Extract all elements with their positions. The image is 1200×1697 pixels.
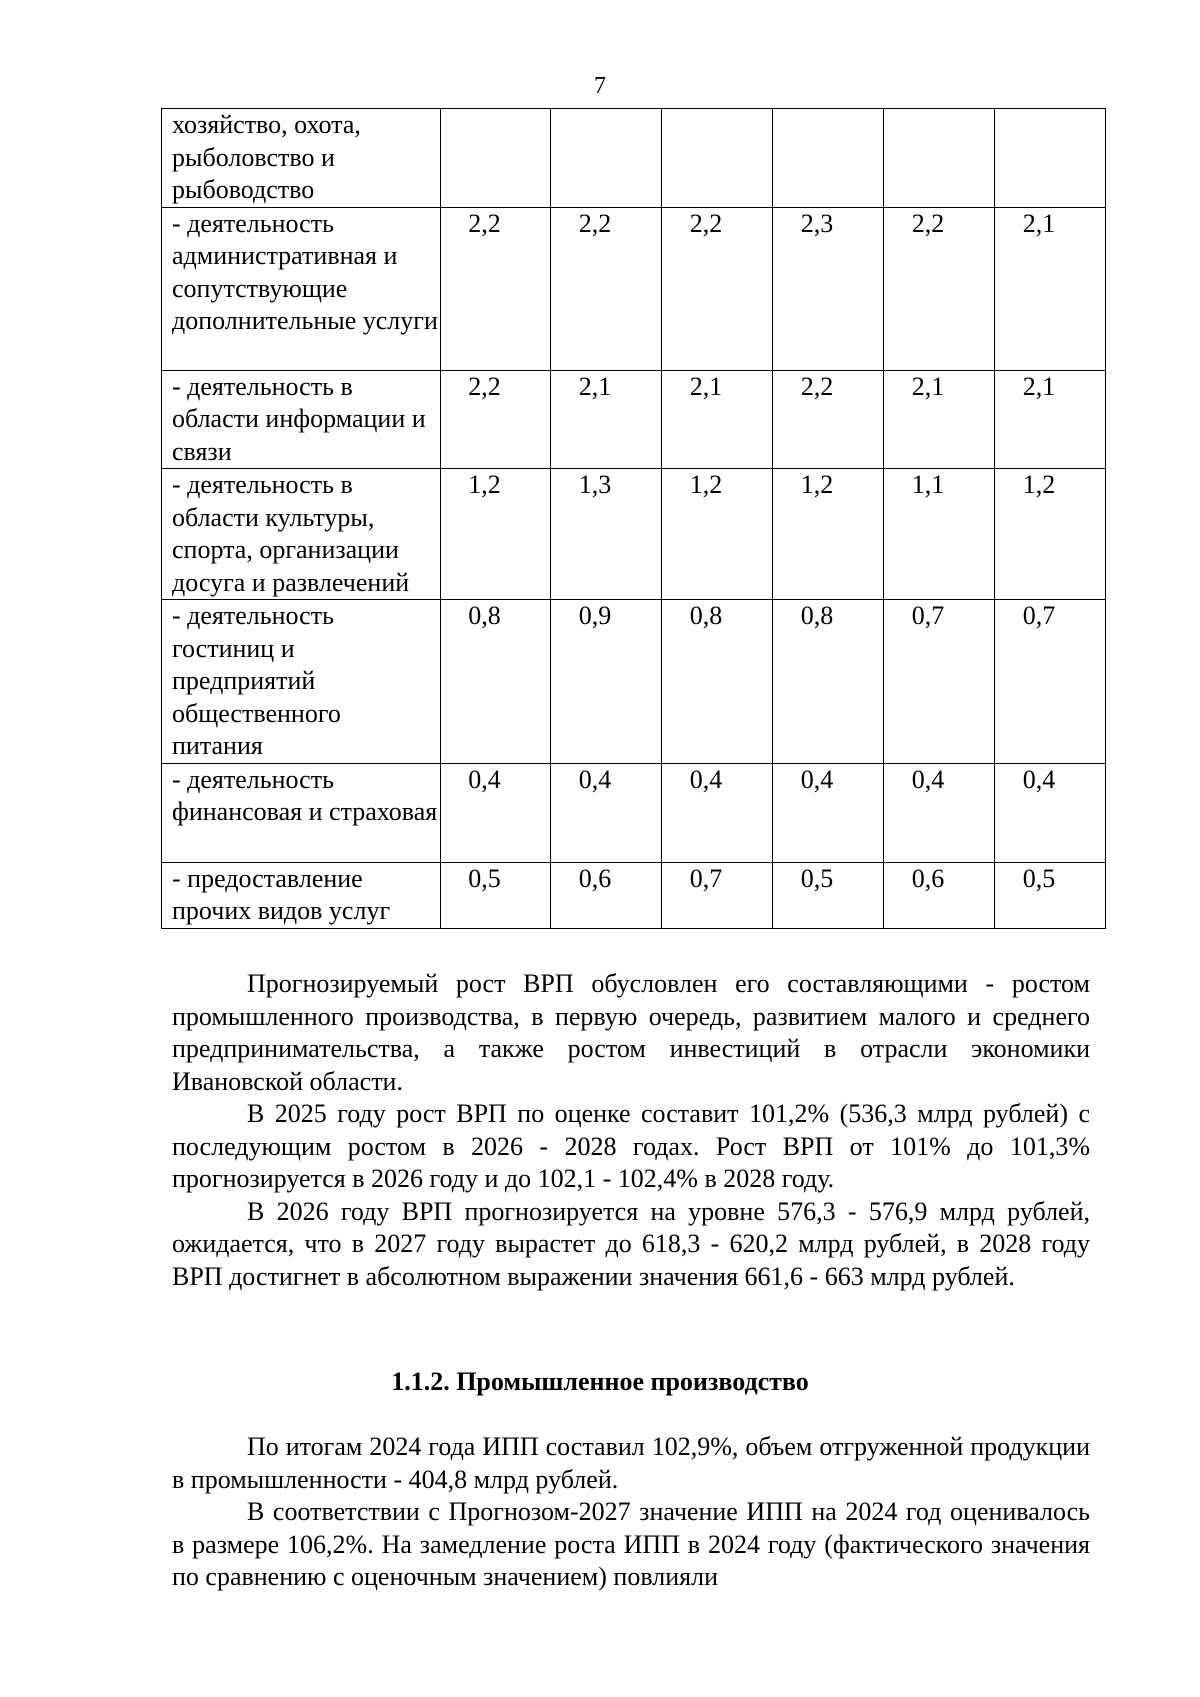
table-cell: 0,8 xyxy=(773,600,884,764)
table-cell: 0,7 xyxy=(995,600,1106,764)
table-cell: 2,1 xyxy=(995,370,1106,469)
table-cell: 0,6 xyxy=(551,862,662,928)
table-cell: 1,2 xyxy=(441,469,551,600)
table-cell: 0,6 xyxy=(884,862,995,928)
sector-share-table xyxy=(161,108,1106,929)
table-cell: 2,2 xyxy=(551,207,662,370)
table-cell: 0,4 xyxy=(441,763,551,862)
table-cell: 2,1 xyxy=(884,370,995,469)
table-cell xyxy=(884,109,995,208)
table-cell: 2,2 xyxy=(884,207,995,370)
table-cell: 0,4 xyxy=(551,763,662,862)
table-row xyxy=(162,862,1106,928)
paragraph: В 2025 году рост ВРП по оценке составит 101,2% (536,3 млрд рублей) с последующим ростом в 2026 - 2028 годах. Рост ВРП от 101% до 101,3% прогнозируется в 2026 году и до 102,1 - 102,4% в 2028 году. xyxy=(172,1099,1090,1193)
row-label: - деятельность в области информации и связи xyxy=(162,370,441,469)
row-label: - деятельность административная и сопутствующие дополнительные услуги xyxy=(162,207,441,370)
row-label: - деятельность гостиниц и предприятий общественного питания xyxy=(162,600,441,764)
table-cell: 2,3 xyxy=(773,207,884,370)
table-cell: 2,1 xyxy=(662,370,773,469)
section-heading: 1.1.2. Промышленное производство xyxy=(391,1367,809,1396)
table-cell: 0,5 xyxy=(995,862,1106,928)
vrp-forecast-text xyxy=(172,968,1090,1293)
paragraph: В 2026 году ВРП прогнозируется на уровне 576,3 - 576,9 млрд рублей, ожидается, что в 2027 году вырастет до 618,3 - 620,2 млрд рублей, в 2028 году ВРП достигнет в абсолютном выражении значения 661,6 - 663 млрд рублей. xyxy=(172,1196,1090,1291)
table-cell: 1,2 xyxy=(773,469,884,600)
table-row xyxy=(162,600,1106,764)
paragraph: В соответствии с Прогнозом-2027 значение ИПП на 2024 год оценивалось в размере 106,2%. На замедление роста ИПП в 2024 году (фактического значения по сравнению с оценочным значением) повлияли xyxy=(172,1497,1090,1591)
table-cell: 0,4 xyxy=(773,763,884,862)
table-row xyxy=(162,763,1106,862)
table-cell: 0,4 xyxy=(884,763,995,862)
table-row xyxy=(162,469,1106,600)
table-cell: 0,5 xyxy=(441,862,551,928)
table-cell: 1,1 xyxy=(884,469,995,600)
table-cell: 0,7 xyxy=(662,862,773,928)
table-cell: 0,8 xyxy=(441,600,551,764)
table-cell xyxy=(773,109,884,208)
table-cell: 1,2 xyxy=(662,469,773,600)
table-cell: 0,8 xyxy=(662,600,773,764)
page-number: 7 xyxy=(594,73,606,99)
table-cell: 0,4 xyxy=(662,763,773,862)
table-cell xyxy=(995,109,1106,208)
table-cell: 0,9 xyxy=(551,600,662,764)
table-row xyxy=(162,370,1106,469)
industry-text xyxy=(172,1431,1090,1594)
table-cell: 1,3 xyxy=(551,469,662,600)
table-cell xyxy=(662,109,773,208)
row-label: - предоставление прочих видов услуг xyxy=(162,862,441,928)
table-cell: 2,1 xyxy=(551,370,662,469)
table-cell: 1,2 xyxy=(995,469,1106,600)
table-row xyxy=(162,207,1106,370)
paragraph: Прогнозируемый рост ВРП обусловлен его составляющими - ростом промышленного производства, в первую очередь, развитием малого и среднего предпринимательства, а также ростом инвестиций в отрасли экономики Ивановской области. xyxy=(172,969,1090,1096)
table-cell: 2,2 xyxy=(441,207,551,370)
table-cell: 0,7 xyxy=(884,600,995,764)
row-label: - деятельность в области культуры, спорта, организации досуга и развлечений xyxy=(162,469,441,600)
table-cell: 2,2 xyxy=(441,370,551,469)
table-cell: 2,2 xyxy=(773,370,884,469)
table-cell: 0,5 xyxy=(773,862,884,928)
table-row xyxy=(162,109,1106,208)
row-label: хозяйство, охота, рыболовство и рыбоводство xyxy=(162,109,441,208)
table-cell xyxy=(441,109,551,208)
paragraph: По итогам 2024 года ИПП составил 102,9%, объем отгруженной продукции в промышленности - 404,8 млрд рублей. xyxy=(172,1432,1090,1494)
table-cell: 0,4 xyxy=(995,763,1106,862)
row-label: - деятельность финансовая и страховая xyxy=(162,763,441,862)
table-cell: 2,1 xyxy=(995,207,1106,370)
table-cell xyxy=(551,109,662,208)
table-cell: 2,2 xyxy=(662,207,773,370)
